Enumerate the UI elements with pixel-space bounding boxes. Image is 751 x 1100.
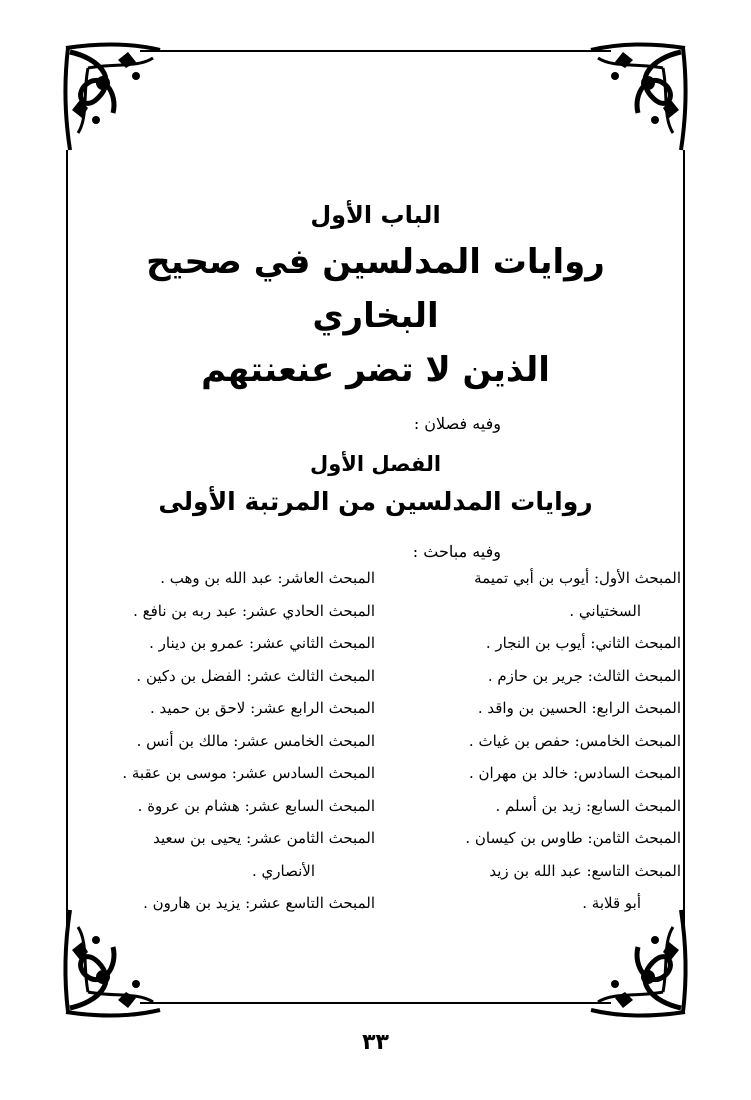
frame-bottom-line — [140, 1002, 611, 1004]
list-item: المبحث الثامن عشر: يحيى بن سعيد — [153, 829, 375, 847]
list-item: السختياني . — [569, 601, 641, 620]
corner-ornament-bottom-right-icon — [583, 902, 693, 1022]
list-item: أبو قلابة . — [582, 894, 641, 912]
page-number: ٣٣ — [362, 1030, 389, 1055]
topics-left-column — [85, 562, 375, 920]
list-item: المبحث الثالث عشر: الفضل بن دكين . — [136, 666, 375, 685]
list-item: المبحث الثالث: جرير بن حازم . — [487, 666, 681, 685]
intro-two-sections: وفيه فصلان : — [413, 414, 501, 433]
fasl-title: الفصل الأول — [309, 452, 442, 476]
chapter-title-line-2: الذين لا تضر عنعنتهم — [201, 350, 550, 390]
list-item: المبحث العاشر: عبد الله بن وهب . — [160, 569, 375, 587]
list-item: المبحث السادس عشر: موسى بن عقبة . — [122, 764, 375, 782]
list-item: المبحث الحادي عشر: عبد ربه بن نافع . — [133, 601, 375, 620]
list-item: المبحث الخامس: حفص بن غياث . — [468, 731, 681, 750]
list-item: المبحث الرابع عشر: لاحق بن حميد . — [149, 699, 375, 717]
topics-right-column — [381, 562, 681, 920]
chapter-heading — [80, 195, 671, 567]
list-item: المبحث الثاني عشر: عمرو بن دينار . — [149, 634, 375, 652]
frame-top-line — [140, 50, 611, 52]
list-item: المبحث السابع: زيد بن أسلم . — [495, 796, 681, 815]
list-item: المبحث التاسع: عبد الله بن زيد — [489, 861, 681, 880]
list-item: المبحث الخامس عشر: مالك بن أنس . — [136, 731, 375, 750]
chapter-title-line-1: روايات المدلسين في صحيح البخاري — [146, 242, 605, 336]
corner-ornament-top-left-icon — [58, 38, 168, 158]
frame-right-line — [683, 150, 685, 950]
bab-title: الباب الأول — [310, 201, 441, 229]
corner-ornament-bottom-left-icon — [58, 902, 168, 1022]
list-item: الأنصاري . — [252, 861, 315, 880]
list-item: المبحث الثاني: أيوب بن النجار . — [485, 634, 681, 652]
fasl-subtitle: روايات المدلسين من المرتبة الأولى — [158, 487, 593, 516]
list-item: المبحث التاسع عشر: يزيد بن هارون . — [143, 894, 375, 912]
list-item: المبحث الرابع: الحسين بن واقد . — [477, 699, 681, 717]
intro-topics: وفيه مباحث : — [412, 542, 501, 561]
corner-ornament-top-right-icon — [583, 38, 693, 158]
list-item: المبحث الأول: أيوب بن أبي تميمة — [474, 569, 681, 587]
list-item: المبحث السادس: خالد بن مهران . — [468, 764, 681, 782]
frame-left-line — [66, 150, 68, 950]
list-item: المبحث السابع عشر: هشام بن عروة . — [137, 796, 375, 815]
topics-list — [85, 562, 681, 920]
list-item: المبحث الثامن: طاوس بن كيسان . — [465, 829, 681, 847]
